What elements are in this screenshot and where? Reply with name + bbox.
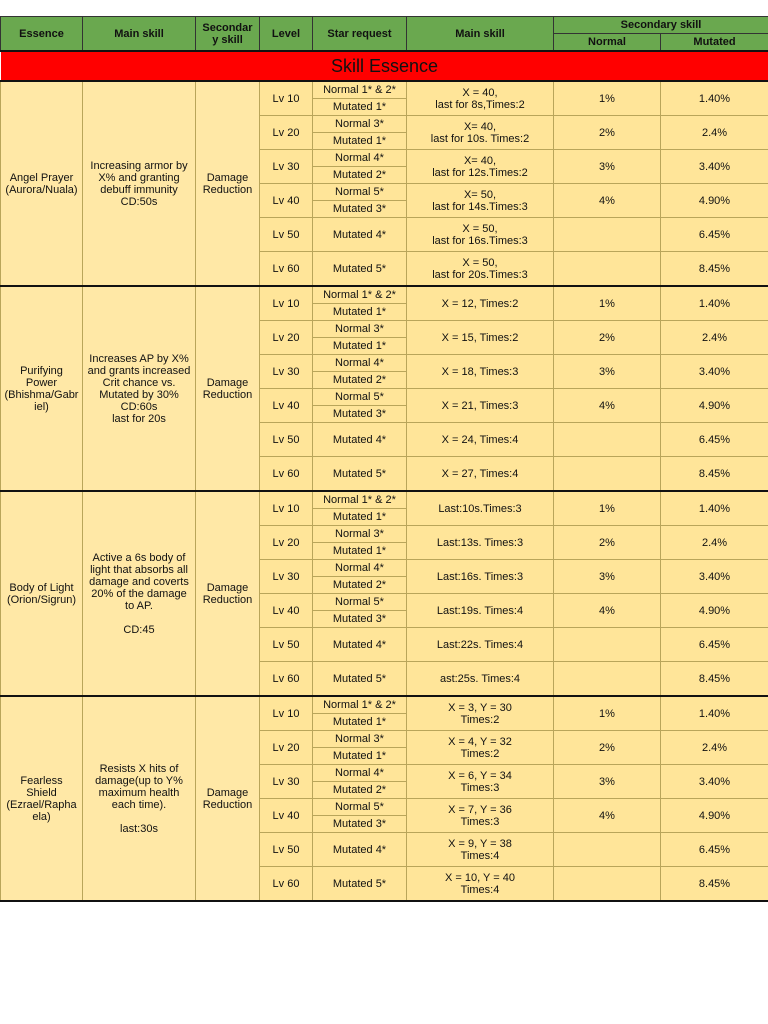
secondary-mutated-value: 3.40% [661,765,768,799]
secondary-skill-name: Damage Reduction [196,491,260,696]
main-skill-description: Increasing armor by X% and granting debuff immunity CD:50s [83,81,196,286]
star-request-cell: Normal 5* [313,799,407,816]
level-cell: Lv 50 [260,833,313,867]
secondary-mutated-value: 8.45% [661,252,768,287]
star-request-cell: Mutated 4* [313,423,407,457]
star-request-cell: Mutated 2* [313,167,407,184]
main-skill-value: X = 10, Y = 40 Times:4 [407,867,554,902]
main-skill-value: X = 24, Times:4 [407,423,554,457]
header-essence: Essence [1,17,83,52]
essence-group [1,81,768,286]
star-request-cell: Normal 1* & 2* [313,696,407,714]
secondary-skill-name: Damage Reduction [196,286,260,491]
secondary-normal-value [554,218,661,252]
secondary-normal-value: 3% [554,560,661,594]
header-level: Level [260,17,313,52]
secondary-normal-value [554,662,661,697]
star-request-cell: Mutated 2* [313,372,407,389]
secondary-mutated-value: 1.40% [661,696,768,731]
main-skill-value: ast:25s. Times:4 [407,662,554,697]
secondary-mutated-value: 4.90% [661,184,768,218]
secondary-mutated-value: 4.90% [661,799,768,833]
star-request-cell: Normal 5* [313,184,407,201]
header-main-skill-values: Main skill [407,17,554,52]
table-title: Skill Essence [1,51,768,81]
header-star-request: Star request [313,17,407,52]
level-cell: Lv 20 [260,116,313,150]
main-skill-value: X= 50, last for 14s.Times:3 [407,184,554,218]
star-request-cell: Normal 4* [313,765,407,782]
star-request-cell: Mutated 2* [313,782,407,799]
level-cell: Lv 50 [260,423,313,457]
star-request-cell: Mutated 5* [313,252,407,287]
secondary-normal-value: 4% [554,594,661,628]
level-cell: Lv 40 [260,389,313,423]
main-skill-description: Increases AP by X% and grants increased Crit chance vs. Mutated by 30% CD:60s last for 20s [83,286,196,491]
secondary-normal-value: 2% [554,526,661,560]
star-request-cell: Normal 4* [313,150,407,167]
star-request-cell: Normal 5* [313,594,407,611]
secondary-mutated-value: 6.45% [661,218,768,252]
star-request-cell: Normal 3* [313,731,407,748]
secondary-mutated-value: 6.45% [661,628,768,662]
level-cell: Lv 10 [260,81,313,116]
secondary-normal-value: 4% [554,799,661,833]
main-skill-value: X = 40, last for 8s,Times:2 [407,81,554,116]
secondary-mutated-value: 2.4% [661,116,768,150]
table-row [1,491,768,509]
star-request-cell: Normal 1* & 2* [313,286,407,304]
main-skill-value: X = 18, Times:3 [407,355,554,389]
secondary-mutated-value: 8.45% [661,662,768,697]
table-row [1,81,768,99]
secondary-normal-value [554,457,661,492]
level-cell: Lv 60 [260,867,313,902]
level-cell: Lv 20 [260,731,313,765]
secondary-mutated-value: 3.40% [661,560,768,594]
star-request-cell: Normal 5* [313,389,407,406]
level-cell: Lv 10 [260,696,313,731]
essence-group [1,696,768,901]
secondary-mutated-value: 8.45% [661,867,768,902]
star-request-cell: Mutated 1* [313,748,407,765]
star-request-cell: Normal 1* & 2* [313,491,407,509]
secondary-normal-value [554,628,661,662]
main-skill-description: Active a 6s body of light that absorbs all damage and coverts 20% of the damage to AP. CD:45 [83,491,196,696]
secondary-normal-value: 1% [554,286,661,321]
level-cell: Lv 30 [260,765,313,799]
main-skill-value: Last:10s.Times:3 [407,491,554,526]
header-secondary-skill: Secondar y skill [196,17,260,52]
table-row [1,696,768,714]
main-skill-value: Last:22s. Times:4 [407,628,554,662]
star-request-cell: Mutated 3* [313,816,407,833]
main-skill-value: X= 40, last for 10s. Times:2 [407,116,554,150]
secondary-mutated-value: 3.40% [661,355,768,389]
star-request-cell: Mutated 3* [313,406,407,423]
header-secondary-group: Secondary skill [554,17,768,34]
star-request-cell: Normal 3* [313,116,407,133]
star-request-cell: Mutated 1* [313,338,407,355]
level-cell: Lv 20 [260,321,313,355]
star-request-cell: Normal 3* [313,526,407,543]
secondary-mutated-value: 2.4% [661,731,768,765]
secondary-mutated-value: 2.4% [661,321,768,355]
essence-name: Purifying Power (Bhishma/Gabr iel) [1,286,83,491]
level-cell: Lv 20 [260,526,313,560]
main-skill-value: X = 15, Times:2 [407,321,554,355]
star-request-cell: Mutated 1* [313,99,407,116]
star-request-cell: Mutated 3* [313,201,407,218]
secondary-normal-value: 2% [554,116,661,150]
secondary-skill-name: Damage Reduction [196,81,260,286]
essence-name: Body of Light (Orion/Sigrun) [1,491,83,696]
main-skill-value: X = 50, last for 16s.Times:3 [407,218,554,252]
secondary-skill-name: Damage Reduction [196,696,260,901]
secondary-mutated-value: 4.90% [661,594,768,628]
main-skill-value: Last:13s. Times:3 [407,526,554,560]
skill-essence-table [0,16,768,902]
level-cell: Lv 60 [260,252,313,287]
secondary-normal-value: 2% [554,731,661,765]
main-skill-description: Resists X hits of damage(up to Y% maximum health each time). last:30s [83,696,196,901]
essence-group [1,491,768,696]
secondary-mutated-value: 6.45% [661,423,768,457]
main-skill-value: Last:19s. Times:4 [407,594,554,628]
level-cell: Lv 30 [260,355,313,389]
secondary-mutated-value: 3.40% [661,150,768,184]
level-cell: Lv 40 [260,799,313,833]
level-cell: Lv 50 [260,628,313,662]
level-cell: Lv 30 [260,150,313,184]
star-request-cell: Normal 4* [313,355,407,372]
secondary-mutated-value: 1.40% [661,81,768,116]
level-cell: Lv 30 [260,560,313,594]
secondary-normal-value: 4% [554,184,661,218]
star-request-cell: Mutated 3* [313,611,407,628]
main-skill-value: X = 27, Times:4 [407,457,554,492]
star-request-cell: Mutated 1* [313,133,407,150]
star-request-cell: Mutated 5* [313,867,407,902]
header-main-skill: Main skill [83,17,196,52]
secondary-normal-value [554,833,661,867]
star-request-cell: Mutated 1* [313,543,407,560]
main-skill-value: X = 4, Y = 32 Times:2 [407,731,554,765]
secondary-mutated-value: 8.45% [661,457,768,492]
level-cell: Lv 60 [260,662,313,697]
main-skill-value: X = 9, Y = 38 Times:4 [407,833,554,867]
level-cell: Lv 60 [260,457,313,492]
star-request-cell: Mutated 2* [313,577,407,594]
secondary-mutated-value: 6.45% [661,833,768,867]
level-cell: Lv 40 [260,594,313,628]
star-request-cell: Mutated 1* [313,304,407,321]
star-request-cell: Normal 4* [313,560,407,577]
main-skill-value: X = 7, Y = 36 Times:3 [407,799,554,833]
essence-group [1,286,768,491]
table-header [1,17,768,52]
star-request-cell: Mutated 5* [313,457,407,492]
header-normal: Normal [554,34,661,52]
secondary-mutated-value: 2.4% [661,526,768,560]
main-skill-value: X= 40, last for 12s.Times:2 [407,150,554,184]
main-skill-value: X = 21, Times:3 [407,389,554,423]
secondary-mutated-value: 1.40% [661,491,768,526]
essence-name: Angel Prayer (Aurora/Nuala) [1,81,83,286]
star-request-cell: Mutated 4* [313,218,407,252]
secondary-mutated-value: 1.40% [661,286,768,321]
main-skill-value: Last:16s. Times:3 [407,560,554,594]
main-skill-value: X = 50, last for 20s.Times:3 [407,252,554,287]
star-request-cell: Mutated 1* [313,509,407,526]
level-cell: Lv 10 [260,286,313,321]
star-request-cell: Mutated 4* [313,628,407,662]
header-mutated: Mutated [661,34,768,52]
star-request-cell: Mutated 5* [313,662,407,697]
main-skill-value: X = 12, Times:2 [407,286,554,321]
secondary-normal-value: 3% [554,765,661,799]
star-request-cell: Normal 1* & 2* [313,81,407,99]
main-skill-value: X = 3, Y = 30 Times:2 [407,696,554,731]
level-cell: Lv 50 [260,218,313,252]
star-request-cell: Mutated 1* [313,714,407,731]
star-request-cell: Normal 3* [313,321,407,338]
secondary-normal-value [554,252,661,287]
level-cell: Lv 40 [260,184,313,218]
secondary-normal-value: 2% [554,321,661,355]
level-cell: Lv 10 [260,491,313,526]
secondary-normal-value: 1% [554,491,661,526]
table-row [1,286,768,304]
secondary-normal-value: 3% [554,150,661,184]
main-skill-value: X = 6, Y = 34 Times:3 [407,765,554,799]
secondary-normal-value: 3% [554,355,661,389]
secondary-normal-value [554,867,661,902]
secondary-normal-value: 4% [554,389,661,423]
star-request-cell: Mutated 4* [313,833,407,867]
secondary-normal-value [554,423,661,457]
secondary-normal-value: 1% [554,696,661,731]
essence-name: Fearless Shield (Ezrael/Rapha ela) [1,696,83,901]
secondary-mutated-value: 4.90% [661,389,768,423]
secondary-normal-value: 1% [554,81,661,116]
